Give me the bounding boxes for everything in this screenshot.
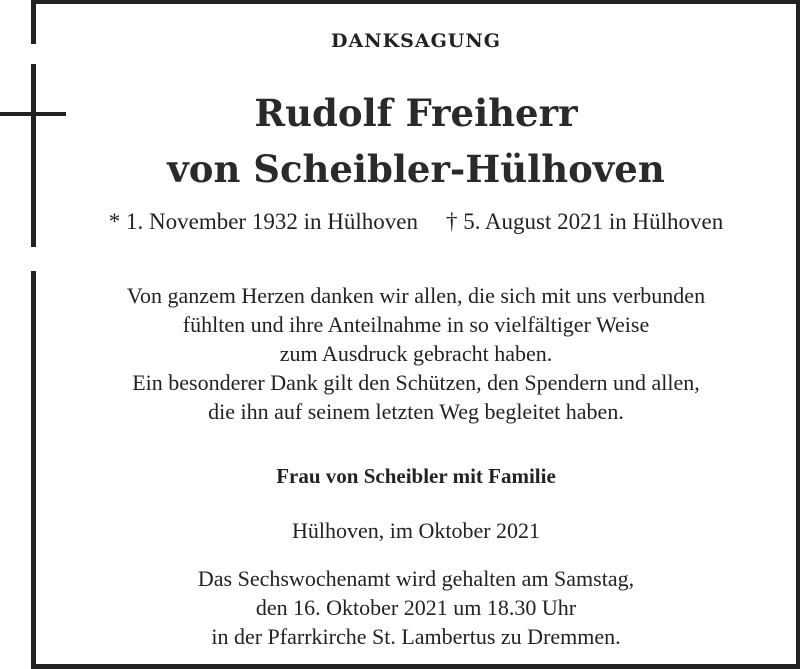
life-dates xyxy=(36,207,796,237)
text-line: fühlten und ihre Anteilnahme in so vielfältiger Weise xyxy=(182,312,650,337)
text-line: die ihn auf seinem letzten Weg begleitet haben. xyxy=(208,399,624,424)
text-line: den 16. Oktober 2021 um 18.30 Uhr xyxy=(255,595,577,620)
heading: DANKSAGUNG xyxy=(331,30,501,52)
frame-right-border xyxy=(796,0,800,669)
text-line: Das Sechswochenamt wird gehalten am Samstag, xyxy=(197,566,635,591)
place-and-date: Hülhoven, im Oktober 2021 xyxy=(291,518,541,543)
thanks-paragraph-2 xyxy=(36,368,796,426)
text-line: Ein besonderer Dank gilt den Schützen, den Spendern und allen, xyxy=(132,370,700,395)
deceased-name-line-1: Rudolf Freiherr xyxy=(254,91,578,135)
text-line: Von ganzem Herzen danken wir allen, die sich mit uns verbunden xyxy=(126,283,706,308)
death-date: † 5. August 2021 in Hülhoven xyxy=(445,209,724,234)
deceased-name-line-2: von Scheibler-Hülhoven xyxy=(167,147,665,191)
text-line: in der Pfarrkirche St. Lambertus zu Dremmen. xyxy=(211,624,621,649)
thanks-paragraph-1 xyxy=(36,281,796,368)
frame-top-border xyxy=(31,0,800,4)
frame-bottom-border xyxy=(31,664,800,669)
mass-notice xyxy=(36,564,796,651)
text-line: zum Ausdruck gebracht haben. xyxy=(279,341,553,366)
birth-date: * 1. November 1932 in Hülhoven xyxy=(108,209,418,234)
family-signature: Frau von Scheibler mit Familie xyxy=(276,464,556,488)
